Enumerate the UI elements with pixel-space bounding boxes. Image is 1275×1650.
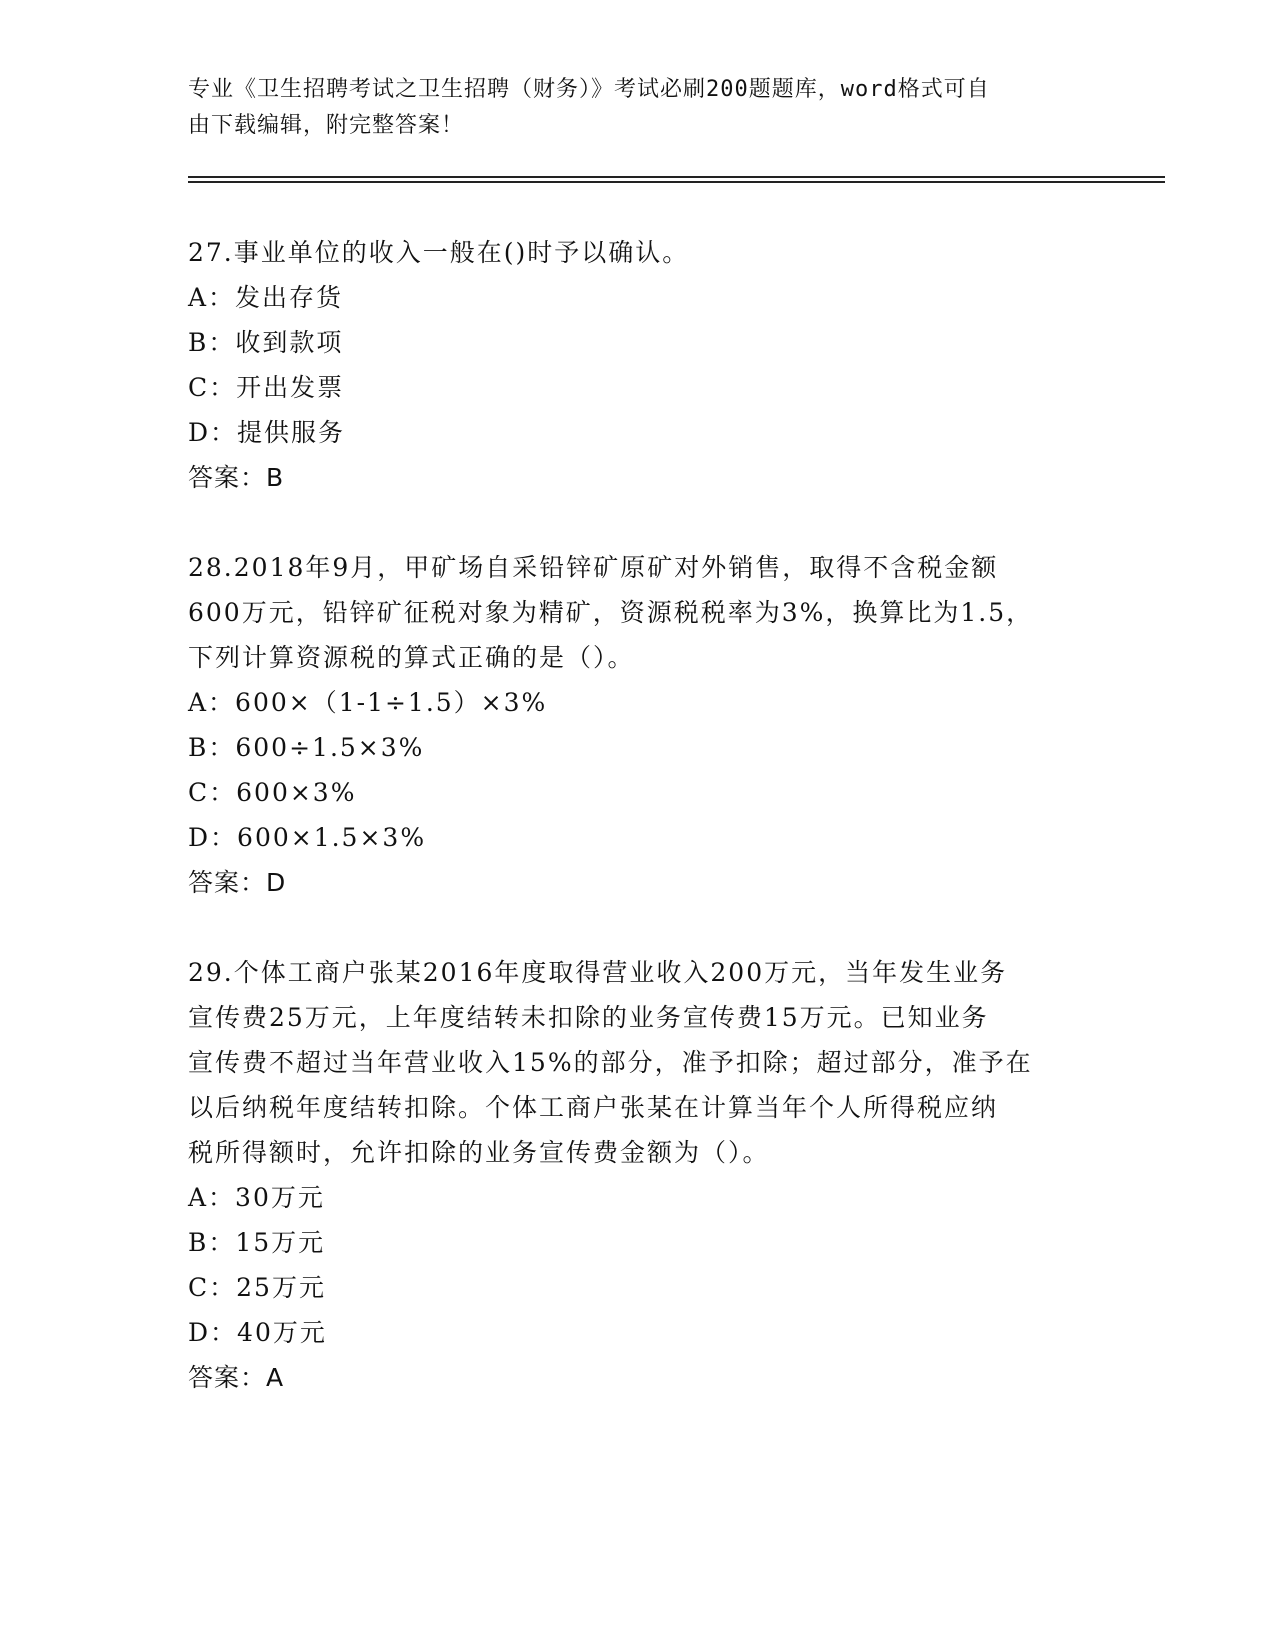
header-line-1: 专业《卫生招聘考试之卫生招聘（财务）》考试必刷200题题库，word格式可自 — [188, 77, 990, 102]
option-c: C：25万元 — [188, 1273, 326, 1302]
answer-label: 答案：B — [188, 463, 285, 492]
option-c: C：开出发票 — [188, 373, 345, 402]
option-c: C：600×3% — [188, 778, 357, 807]
option-d: D：600×1.5×3% — [188, 823, 427, 852]
question-28 — [188, 545, 1088, 905]
header-divider-bottom — [188, 181, 1165, 183]
stem-line: 29.个体工商户张某2016年度取得营业收入200万元，当年发生业务 — [188, 958, 1008, 987]
stem-line: 税所得额时，允许扣除的业务宣传费金额为（）。 — [188, 1138, 770, 1167]
stem-line: 27.事业单位的收入一般在()时予以确认。 — [188, 238, 690, 267]
question-stem — [188, 230, 1088, 275]
document-header — [188, 72, 1088, 144]
question-stem — [188, 545, 1088, 680]
option-d: D：提供服务 — [188, 418, 346, 447]
stem-line: 28.2018年9月，甲矿场自采铅锌矿原矿对外销售，取得不含税金额 — [188, 553, 999, 582]
header-divider-top — [188, 176, 1165, 178]
question-27 — [188, 230, 1088, 500]
answer-label: 答案：A — [188, 1363, 285, 1392]
option-a: A：600×（1-1÷1.5）×3% — [188, 688, 548, 717]
stem-line: 以后纳税年度结转扣除。个体工商户张某在计算当年个人所得税应纳 — [188, 1093, 999, 1122]
stem-line: 600万元，铅锌矿征税对象为精矿，资源税税率为3%，换算比为1.5， — [188, 598, 1034, 627]
option-d: D：40万元 — [188, 1318, 327, 1347]
option-b: B：600÷1.5×3% — [188, 733, 425, 762]
stem-line: 下列计算资源税的算式正确的是（）。 — [188, 643, 635, 672]
header-line-2: 由下载编辑，附完整答案！ — [188, 113, 465, 138]
stem-line: 宣传费不超过当年营业收入15%的部分，准予扣除；超过部分，准予在 — [188, 1048, 1033, 1077]
question-29 — [188, 950, 1088, 1400]
stem-line: 宣传费25万元，上年度结转未扣除的业务宣传费15万元。已知业务 — [188, 1003, 989, 1032]
answer-label: 答案：D — [188, 868, 287, 897]
question-stem — [188, 950, 1088, 1175]
option-a: A：发出存货 — [188, 283, 344, 312]
option-a: A：30万元 — [188, 1183, 325, 1212]
option-b: B：15万元 — [188, 1228, 326, 1257]
option-b: B：收到款项 — [188, 328, 344, 357]
